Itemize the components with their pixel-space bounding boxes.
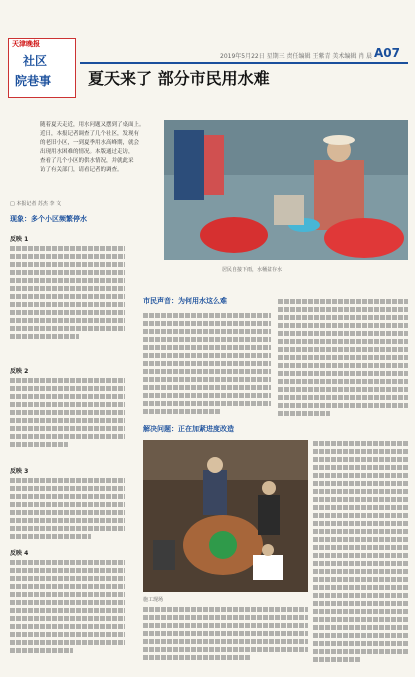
- section-name-line2: 院巷事: [15, 74, 52, 88]
- lead-line: 随着夏天走近，用水问题又摆到了桌面上。: [40, 122, 145, 128]
- byline: □ 本报记者 苏杰 李 文: [10, 201, 62, 207]
- lead-line: 访了有关部门，请看记者的调查。: [40, 167, 123, 173]
- sidebar-text: [10, 560, 125, 653]
- lead-paragraph: [40, 121, 160, 175]
- page-number: A07: [374, 46, 400, 60]
- body-column-2: [278, 296, 408, 416]
- photo-water-buckets: [164, 120, 408, 260]
- photo1-caption: 居民自接下雨，水桶盆存水: [222, 267, 283, 273]
- brand-name: 天津晚报: [12, 40, 40, 48]
- sidebar-text: [10, 378, 125, 447]
- section-name-line1: 社区: [23, 54, 48, 68]
- body-column-4: [143, 604, 308, 660]
- headline: 夏天来了 部分市民用水难: [88, 69, 270, 88]
- lead-line: 出现用水困难的情况。本版通过走访，: [40, 149, 134, 155]
- photo2-caption: 施工现场: [143, 597, 164, 603]
- sidebar-text: [10, 478, 125, 539]
- sidebar-block-2: [10, 366, 125, 447]
- sidebar-block-1: [10, 234, 125, 339]
- sidebar-heading: 反映 4: [10, 550, 29, 557]
- lead-line: 的老旧小区，一到夏季用水高峰期，就会: [40, 140, 140, 146]
- sidebar-heading: 反映 2: [10, 368, 29, 375]
- sidebar-heading: 反映 1: [10, 236, 29, 243]
- date-line: 2019年5月22日 星期三 责任编辑 王紫青 美术编辑 肖 晨: [220, 53, 373, 60]
- sidebar-block-4: [10, 548, 125, 653]
- body-column-1: [143, 310, 271, 414]
- header-rule: [80, 62, 408, 64]
- section3-title: 解决问题：正在加紧进度改造: [143, 425, 234, 433]
- section2-title: 市民声音：为何用水这么难: [143, 297, 227, 305]
- sidebar-text: [10, 246, 125, 339]
- lead-line: 近日，本报记者调查了几个社区，发现有: [40, 131, 140, 137]
- section1-title: 现象：多个小区频繁停水: [10, 215, 87, 223]
- sidebar-block-3: [10, 466, 125, 539]
- photo-construction-site: [143, 440, 308, 592]
- sidebar-heading: 反映 3: [10, 468, 29, 475]
- lead-line: 查看了几个小区的供水情况，并就此采: [40, 158, 134, 164]
- masthead-logo: [8, 38, 76, 98]
- body-column-3: [313, 438, 408, 662]
